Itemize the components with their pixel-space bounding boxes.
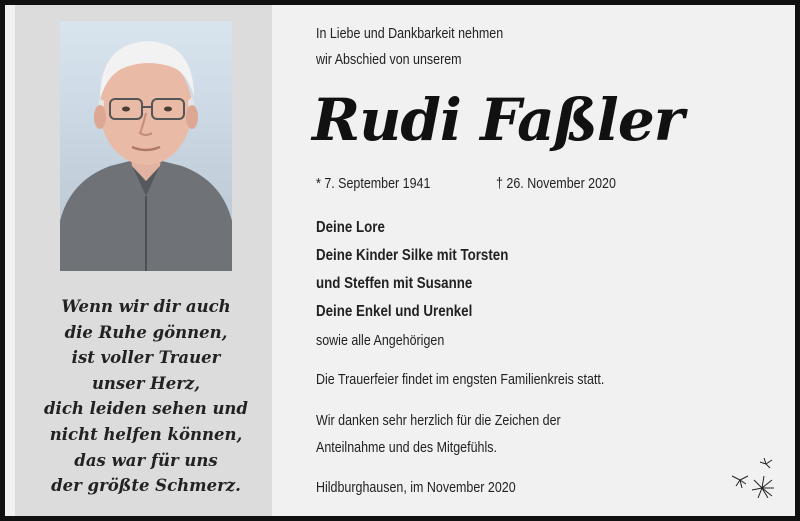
place-date: Hildburghausen, im November 2020 [316, 480, 516, 496]
thanks-line: Anteilnahme und des Mitgefühls. [316, 440, 497, 456]
poem-line: unser Herz, [91, 373, 201, 393]
memorial-poem [30, 294, 262, 499]
relatives-line: sowie alle Angehörigen [316, 333, 445, 349]
poem-line: das war für uns [74, 450, 218, 470]
poem-line: ist voller Trauer [71, 348, 221, 368]
poem-line: dich leiden sehen und [44, 399, 248, 419]
poem-line: die Ruhe gönnen, [64, 322, 228, 342]
thanks-line: Wir danken sehr herzlich für die Zeichen der [316, 413, 561, 429]
portrait-photo [60, 21, 232, 271]
intro-line: In Liebe und Dankbarkeit nehmen [316, 26, 504, 42]
funeral-note: Die Trauerfeier findet im engsten Familienkreis statt. [316, 372, 605, 388]
dandelion-seeds-icon [728, 458, 778, 498]
mourner-line: Deine Lore [316, 219, 385, 236]
poem-line: nicht helfen können, [49, 424, 243, 444]
birth-date: * 7. September 1941 [316, 176, 431, 192]
deceased-name: Rudi Faßler [312, 86, 684, 154]
mourner-line: Deine Kinder Silke mit Torsten [316, 247, 509, 264]
mourner-line: Deine Enkel und Urenkel [316, 303, 473, 320]
poem-line: der größte Schmerz. [51, 476, 241, 496]
intro-line: wir Abschied von unserem [316, 52, 462, 68]
poem-line: Wenn wir dir auch [61, 297, 231, 316]
death-date: † 26. November 2020 [496, 176, 616, 192]
mourner-line: und Steffen mit Susanne [316, 275, 473, 292]
